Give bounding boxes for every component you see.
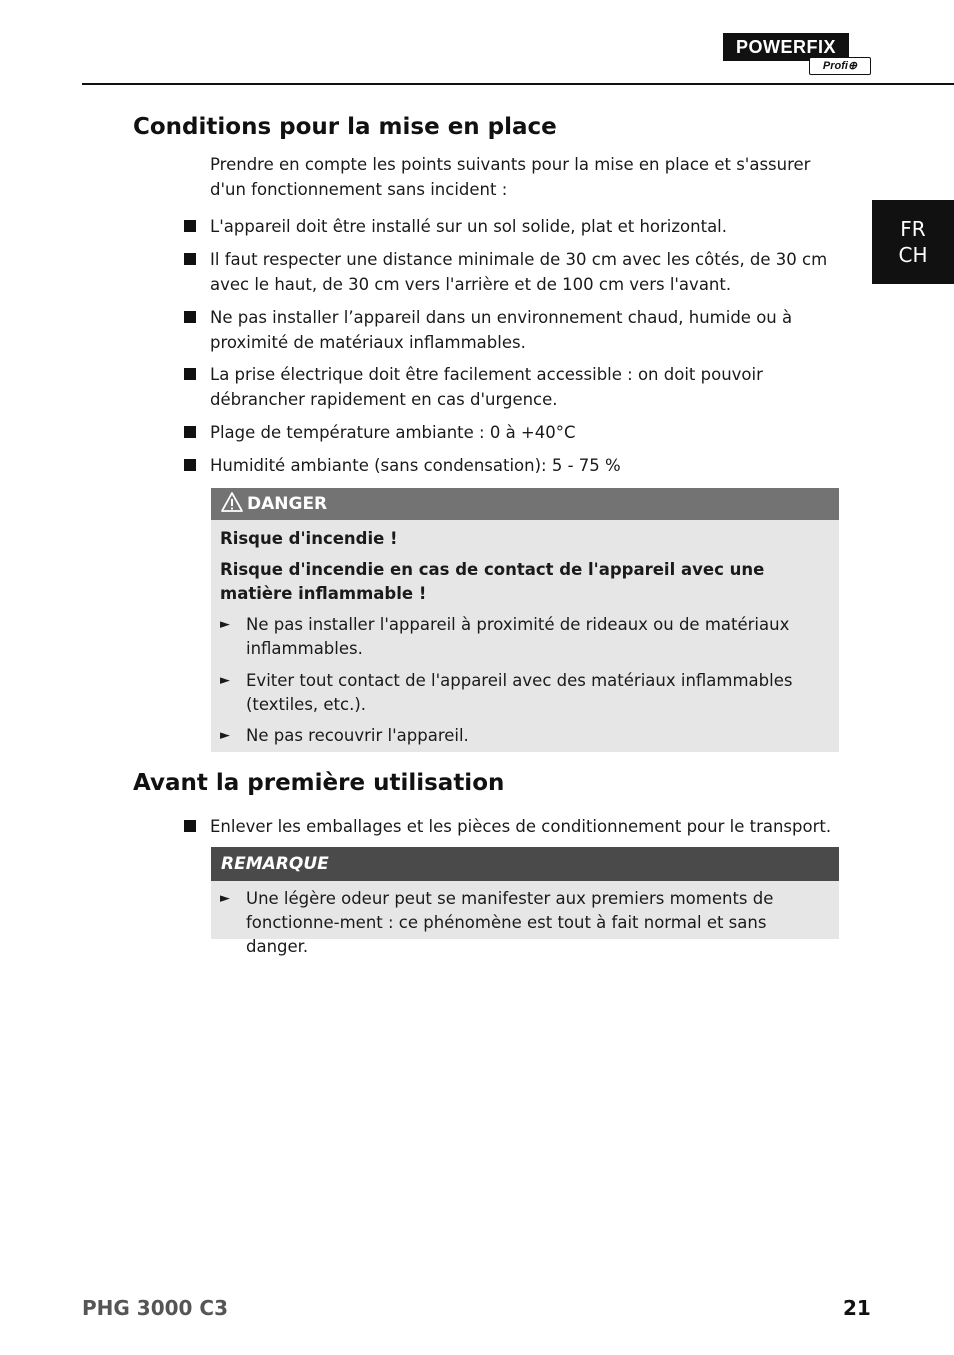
- bullet-text: Il faut respecter une distance minimale de 30 cm avec les côtés, de 30 cm avec le haut, de 30 cm vers l'arrière et de 100 cm vers l'avant.: [210, 250, 828, 294]
- bullet-text: Ne pas installer l’appareil dans un environnement chaud, humide ou à proximité de matériaux inflammables.: [210, 308, 793, 352]
- arrow-bullet-icon: ►: [220, 728, 230, 743]
- language-tab: [872, 200, 954, 284]
- note-item-text: Une légère odeur peut se manifester aux premiers moments de fonctionne-ment : ce phénomène est tout à fait normal et sans danger.: [246, 889, 774, 956]
- header-rule: [82, 83, 954, 85]
- danger-item-text: Ne pas installer l'appareil à proximité de rideaux ou de matériaux inflammables.: [246, 615, 790, 658]
- arrow-bullet-icon: ►: [220, 617, 230, 632]
- danger-item-text: Eviter tout contact de l'appareil avec des matériaux inflammables (textiles, etc.).: [246, 671, 793, 714]
- setup-intro: Prendre en compte les points suivants pour la mise en place et s'assurer d'un fonctionnement sans incident :: [210, 155, 811, 199]
- danger-header: [211, 488, 839, 520]
- arrow-bullet-icon: ►: [220, 891, 230, 906]
- square-bullet-icon: [184, 253, 196, 265]
- square-bullet-icon: [184, 426, 196, 438]
- note-header: [211, 847, 839, 881]
- warning-triangle-icon: [221, 492, 243, 512]
- powerfix-logo: [723, 33, 871, 75]
- arrow-bullet-icon: ►: [220, 673, 230, 688]
- logo-main-text: POWERFIX: [723, 33, 849, 61]
- square-bullet-icon: [184, 220, 196, 232]
- bullet-text: Plage de température ambiante : 0 à +40°C: [210, 423, 576, 442]
- danger-label: DANGER: [247, 494, 328, 514]
- bullet-text: Humidité ambiante (sans condensation): 5 - 75 %: [210, 456, 621, 475]
- danger-warning-2: Risque d'incendie en cas de contact de l'appareil avec une matière inflammable !: [220, 560, 765, 603]
- note-label: REMARQUE: [221, 854, 329, 874]
- lang-line-2: CH: [898, 243, 928, 267]
- lang-line-1: FR: [900, 217, 926, 241]
- logo-sub-text: Profi⊕: [809, 57, 871, 75]
- footer-model: PHG 3000 C3: [82, 1296, 228, 1320]
- square-bullet-icon: [184, 459, 196, 471]
- square-bullet-icon: [184, 311, 196, 323]
- square-bullet-icon: [184, 820, 196, 832]
- square-bullet-icon: [184, 368, 196, 380]
- danger-warning-1: Risque d'incendie !: [220, 529, 398, 548]
- section-title-setup: Conditions pour la mise en place: [133, 114, 557, 140]
- bullet-text: Enlever les emballages et les pièces de conditionnement pour le transport.: [210, 817, 832, 836]
- danger-item-text: Ne pas recouvrir l'appareil.: [246, 726, 469, 745]
- bullet-text: L'appareil doit être installé sur un sol solide, plat et horizontal.: [210, 217, 728, 236]
- section-title-first-use: Avant la première utilisation: [133, 770, 505, 796]
- page-number: 21: [843, 1296, 871, 1320]
- bullet-text: La prise électrique doit être facilement accessible : on doit pouvoir débrancher rapidement en cas d'urgence.: [210, 365, 763, 409]
